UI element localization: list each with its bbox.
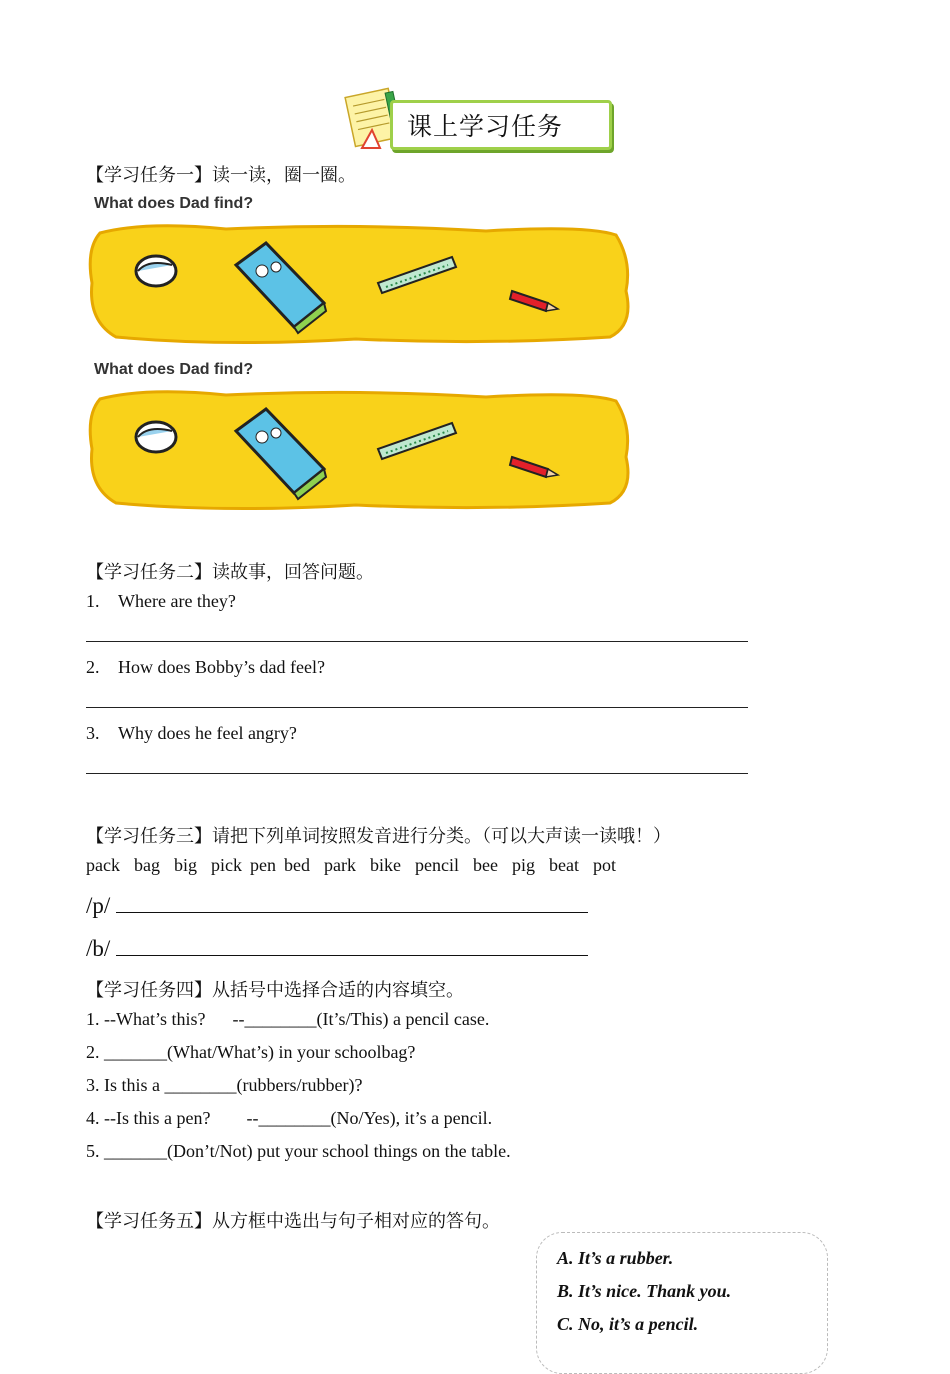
- answer-option-a: A. It’s a rubber.: [557, 1248, 674, 1268]
- word: pot: [592, 855, 616, 875]
- word: pick: [211, 855, 242, 875]
- question-text: Where are they?: [118, 591, 236, 611]
- stationery-banner: [86, 387, 634, 513]
- sound-answer-line[interactable]: [116, 890, 588, 913]
- rubber-icon: [136, 422, 176, 452]
- question-2: [86, 657, 325, 678]
- word: pig: [511, 855, 535, 875]
- word: pencil: [414, 855, 459, 875]
- picture-panel-1: [86, 193, 634, 349]
- sound-answer-line[interactable]: [116, 933, 588, 956]
- sound-label: /p/: [86, 893, 111, 918]
- fill-item-3: 3. Is this a ________(rubbers/rubber)?: [86, 1075, 363, 1095]
- question-1: [86, 591, 236, 612]
- fill-item-1: 1. --What’s this? --________(It’s/This) a pencil case.: [86, 1009, 490, 1029]
- stationery-banner: [86, 221, 634, 347]
- section-title-badge: [340, 86, 612, 150]
- word: bag: [133, 855, 160, 875]
- sound-label: /b/: [86, 936, 111, 961]
- answer-options-box: [536, 1232, 828, 1374]
- answer-line-1[interactable]: [86, 641, 748, 642]
- word: beat: [548, 855, 579, 875]
- question-number: 1.: [86, 591, 100, 611]
- question-number: 3.: [86, 723, 100, 743]
- picture-question: What does Dad find?: [94, 361, 254, 378]
- fill-item-5: 5. _______(Don’t/Not) put your school things on the table.: [86, 1141, 511, 1161]
- sound-row-p: [86, 890, 588, 919]
- task3-label: 【学习任务三】请把下列单词按照发音进行分类。（可以大声读一读哦！）: [86, 826, 671, 846]
- question-3: [86, 723, 297, 744]
- sound-row-b: [86, 933, 588, 962]
- answer-line-2[interactable]: [86, 707, 748, 708]
- picture-question: What does Dad find?: [94, 195, 254, 212]
- word: pack: [86, 855, 120, 875]
- question-text: How does Bobby’s dad feel?: [118, 657, 325, 677]
- task5-label: 【学习任务五】从方框中选出与句子相对应的答句。: [86, 1211, 500, 1231]
- answer-option-c: C. No, it’s a pencil.: [557, 1314, 699, 1334]
- word: bike: [369, 855, 401, 875]
- answer-option-b: B. It’s nice. Thank you.: [557, 1281, 732, 1301]
- question-text: Why does he feel angry?: [118, 723, 297, 743]
- task4-label: 【学习任务四】从括号中选择合适的内容填空。: [86, 980, 464, 1000]
- word: pen: [250, 855, 276, 875]
- word: big: [173, 855, 197, 875]
- word: bee: [472, 855, 498, 875]
- fill-item-4: 4. --Is this a pen? --________(No/Yes), it’s a pencil.: [86, 1108, 493, 1128]
- title-box: [390, 100, 612, 150]
- task2-label: 【学习任务二】读故事，回答问题。: [86, 562, 374, 582]
- task1-label: 【学习任务一】读一读，圈一圈。: [86, 165, 356, 185]
- fill-item-2: 2. _______(What/What’s) in your schoolbag?: [86, 1042, 416, 1062]
- question-number: 2.: [86, 657, 100, 677]
- rubber-icon: [136, 256, 176, 286]
- word: bed: [284, 855, 310, 875]
- answer-line-3[interactable]: [86, 773, 748, 774]
- word: park: [324, 855, 356, 875]
- page-title: 课上学习任务: [407, 112, 564, 141]
- word-list: [86, 855, 630, 876]
- picture-panel-2: [86, 359, 634, 515]
